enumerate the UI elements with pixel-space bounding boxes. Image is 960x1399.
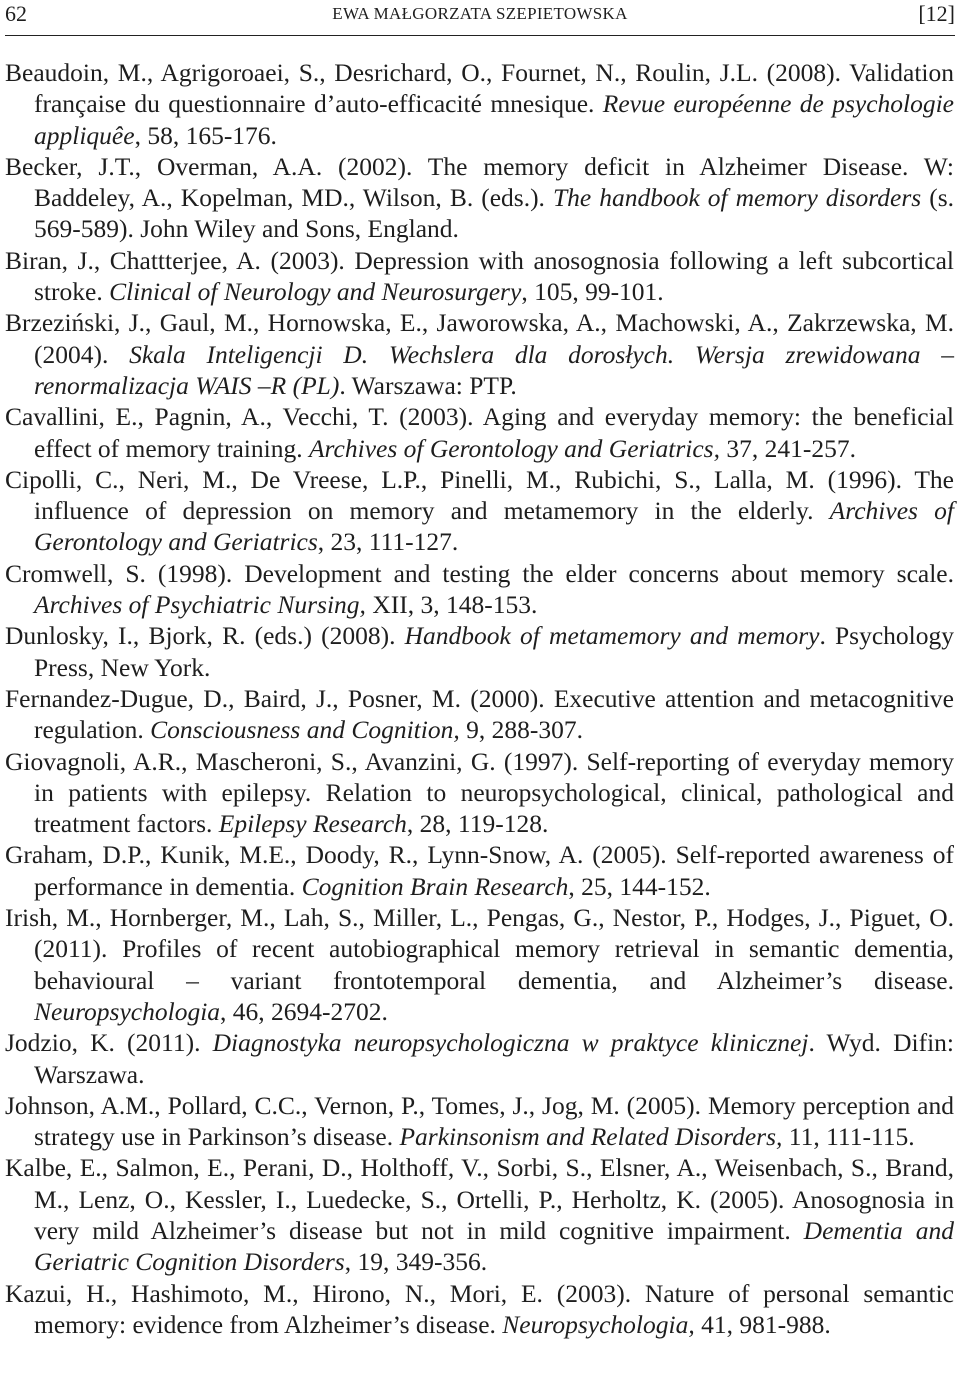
reference-source-title: Archives of Gerontology and Geriatrics — [34, 496, 954, 557]
reference-text: Biran, J., Chattterjee, A. (2003). Depression with anosognosia following a left subcortical stroke. — [5, 245, 954, 307]
reference-text: . Wyd. Difin: Warszawa. — [34, 1028, 955, 1089]
reference-text: . Psychology Press, New York. — [34, 621, 954, 682]
reference-text: , 23, 111-127. — [317, 527, 459, 557]
reference-source-title: Cognition Brain Research — [301, 871, 569, 901]
reference-text: XII, 3, 148-153. — [365, 590, 538, 620]
reference-entry — [5, 151, 954, 245]
reference-text: , 28, 119-128. — [406, 809, 549, 839]
reference-text: Jodzio, K. (2011). — [5, 1028, 213, 1058]
reference-source-title: Consciousness and Cognition, — [150, 715, 460, 745]
reference-source-title: Handbook of metamemory and memory — [404, 621, 820, 651]
reference-list — [5, 57, 954, 1340]
reference-text: , 46, 2694-2702. — [220, 996, 388, 1026]
reference-entry — [5, 307, 954, 401]
reference-text: Brzeziński, J., Gaul, M., Hornowska, E., Jaworowska, A., Machowski, A., Zakrzewska, M. (2004). — [5, 308, 954, 369]
reference-text: Irish, M., Hornberger, M., Lah, S., Miller, L., Pengas, G., Nestor, P., Hodges, J., Piguet, O. (2011). Profiles of recent autobiographical memory retrieval in semantic dementia, behavioural – variant frontotemporal dementia, and Alzheimer’s disease. — [5, 903, 954, 995]
reference-text: Cipolli, C., Neri, M., De Vreese, L.P., Pinelli, M., Rubichi, S., Lalla, M. (1996). The influence of depression on memory and metamemory in the elderly. — [5, 464, 954, 526]
reference-text: Beaudoin, M., Agrigoroaei, S., Desrichard, O., Fournet, N., Roulin, J.L. (2008). Validation française du questionnaire d’auto-efficacité mnesique. — [5, 58, 954, 119]
reference-text: . Warszawa: PTP. — [339, 370, 517, 400]
reference-entry — [5, 746, 954, 840]
reference-entry — [5, 1090, 954, 1153]
reference-source-title: Clinical of Neurology and Neurosurgery — [109, 277, 522, 307]
reference-text: (s. 569-589). John Wiley and Sons, England. — [34, 183, 955, 244]
reference-text: Fernandez-Dugue, D., Baird, J., Posner, M. (2000). Executive attention and metacognitive regulation. — [5, 683, 954, 745]
reference-source-title: Parkinsonism and Related Disorders, — [399, 1122, 783, 1152]
reference-text: Giovagnoli, A.R., Mascheroni, S., Avanzini, G. (1997). Self-reporting of everyday memory in patients with epilepsy. Relation to neuropsychological, clinical, pathological and treatment factors. — [5, 746, 954, 839]
reference-text: 37, 241-257. — [720, 433, 856, 463]
reference-entry — [5, 1278, 954, 1341]
reference-entry — [5, 558, 954, 621]
reference-entry — [5, 1152, 954, 1277]
reference-entry — [5, 464, 954, 558]
reference-text: Graham, D.P., Kunik, M.E., Doody, R., Lynn-Snow, A. (2005). Self-reported awareness of performance in dementia. — [5, 840, 954, 901]
running-head — [5, 0, 955, 30]
reference-text: Kazui, H., Hashimoto, M., Hirono, N., Mori, E. (2003). Nature of personal semantic memory: evidence from Alzheimer’s disease. — [5, 1278, 954, 1339]
reference-entry — [5, 245, 954, 308]
reference-text: 11, 111-115. — [782, 1122, 915, 1152]
reference-entry — [5, 683, 954, 746]
reference-text: , 19, 349-356. — [344, 1247, 488, 1277]
reference-entry — [5, 902, 954, 1027]
reference-source-title: Skala Inteligencji D. Wechslera dla dorosłych. Wersja zrewidowana – renormalizacja WAIS –R (PL) — [34, 339, 955, 400]
article-label: [12] — [918, 1, 955, 26]
reference-text: Cromwell, S. (1998). Development and testing the elder concerns about memory scale. — [5, 558, 954, 588]
reference-text: Dunlosky, I., Bjork, R. (eds.) (2008). — [5, 621, 405, 651]
reference-text: , 58, 165-176. — [134, 120, 277, 150]
reference-entry — [5, 401, 954, 464]
reference-source-title: Neuropsychologia, — [502, 1309, 695, 1339]
reference-source-title: Neuropsychologia — [34, 996, 221, 1026]
reference-source-title: Diagnostyka neuropsychologiczna w praktyce klinicznej — [212, 1028, 809, 1058]
reference-text: 9, 288-307. — [459, 715, 583, 745]
reference-entry — [5, 1027, 954, 1090]
reference-text: Cavallini, E., Pagnin, A., Vecchi, T. (2003). Aging and everyday memory: the beneficial effect of memory training. — [5, 402, 954, 463]
reference-text: Kalbe, E., Salmon, E., Perani, D., Holthoff, V., Sorbi, S., Elsner, A., Weisenbach, S., Brand, M., Lenz, O., Kessler, I., Luedecke, S., Ortelli, P., Herholtz, K. (2005). Anosognosia in very mild Alzheimer’s disease but not in mild cognitive impairment. — [5, 1153, 954, 1245]
reference-entry — [5, 839, 954, 902]
reference-source-title: Dementia and Geriatric Cognition Disorders — [34, 1215, 954, 1277]
running-head-author: EWA MAŁGORZATA SZEPIETOWSKA — [332, 4, 628, 23]
reference-source-title: The handbook of memory disorders — [552, 183, 922, 213]
reference-source-title: Archives of Gerontology and Geriatrics, — [308, 433, 720, 463]
reference-text: , 105, 99-101. — [521, 277, 664, 307]
reference-source-title: Epilepsy Research — [218, 809, 407, 839]
reference-text: 41, 981-988. — [694, 1309, 831, 1339]
page-number: 62 — [5, 1, 27, 26]
reference-text: , 25, 144-152. — [568, 871, 711, 901]
reference-text: Johnson, A.M., Pollard, C.C., Vernon, P., Tomes, J., Jog, M. (2005). Memory perception and strategy use in Parkinson’s disease. — [5, 1090, 954, 1152]
header-rule — [5, 35, 955, 36]
reference-source-title: Archives of Psychiatric Nursing, — [34, 590, 366, 620]
reference-entry — [5, 620, 954, 683]
reference-entry — [5, 57, 954, 151]
reference-text: Becker, J.T., Overman, A.A. (2002). The memory deficit in Alzheimer Disease. W: Baddeley, A., Kopelman, MD., Wilson, B. (eds.). — [5, 151, 954, 213]
reference-source-title: Revue européenne de psychologie appliquêe — [34, 89, 954, 150]
